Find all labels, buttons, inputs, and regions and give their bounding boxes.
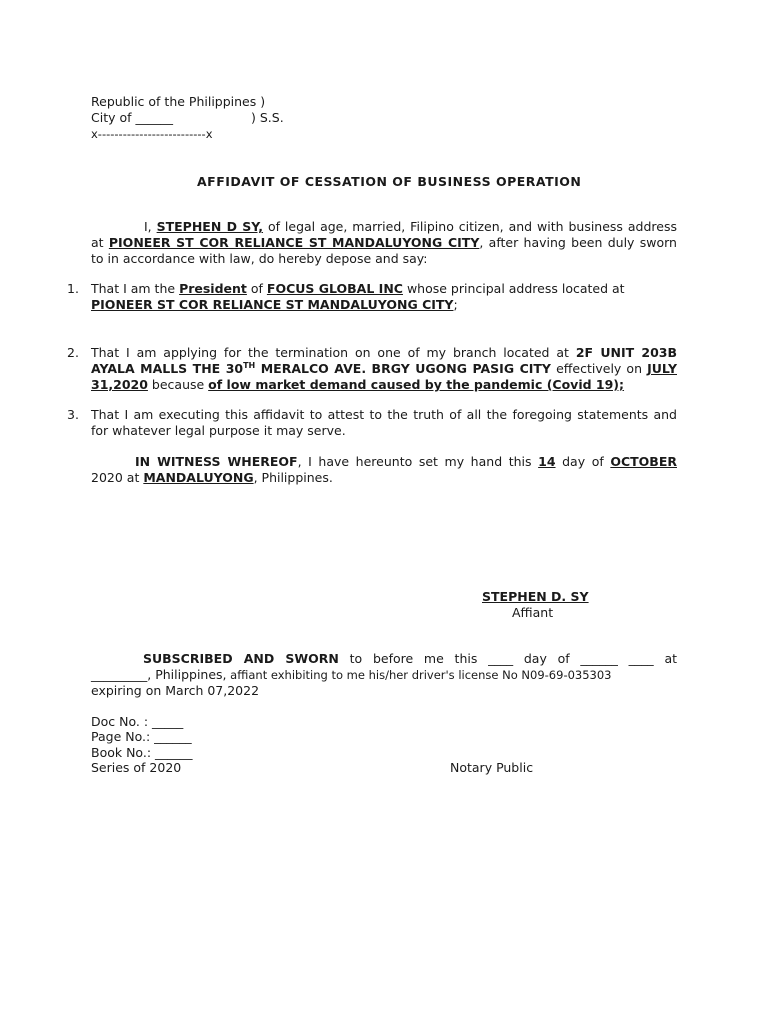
branch-address-3: MERALCO AVE. BRGY UGONG PASIG CITY — [255, 361, 551, 376]
item-2-number: 2. — [67, 345, 79, 360]
witness-text-c: 2020 at — [91, 470, 144, 485]
license-text: affiant exhibiting to me his/her driver's license No N09-69-035303 — [226, 668, 612, 682]
ss-label: ) S.S. — [251, 110, 284, 125]
intro-line-2 — [91, 235, 677, 251]
witness-day: 14 — [538, 454, 556, 469]
item-2-line-2 — [91, 361, 677, 377]
item-1-line-1 — [91, 281, 677, 297]
item-3-line-2: for whatever legal purpose it may serve. — [91, 423, 346, 438]
item-2-text-a: That I am applying for the termination on one of my branch located at — [91, 345, 576, 360]
jurat-lead: SUBSCRIBED AND SWORN — [143, 651, 339, 666]
witness-text-b: day of — [555, 454, 611, 469]
witness-place: MANDALUYONG — [143, 470, 254, 485]
signatory-name: STEPHEN D. SY — [482, 589, 589, 604]
jurat-line-3: expiring on March 07,2022 — [91, 683, 260, 698]
witness-text-d: , Philippines. — [253, 470, 333, 485]
item-1 — [91, 281, 677, 313]
item-2-line-3 — [91, 377, 677, 393]
branch-address-2: AYALA MALLS THE 30 — [91, 361, 244, 376]
item-1-text-a: That I am the — [91, 281, 180, 296]
witness-paragraph — [91, 454, 677, 486]
item-1-text-d: ; — [453, 297, 458, 312]
item-1-text-b: of — [246, 281, 267, 296]
series-year: Series of 2020 — [91, 760, 182, 775]
intro-paragraph — [91, 219, 677, 267]
intro-at: at — [91, 235, 109, 250]
item-3 — [91, 407, 677, 439]
intro-pronoun: I, — [144, 219, 157, 234]
item-2-text-b: effectively on — [551, 361, 648, 376]
intro-line-1 — [91, 219, 677, 235]
doc-number: Doc No. : _____ — [91, 714, 184, 729]
notary-public-label: Notary Public — [450, 760, 534, 775]
jurat-paragraph — [91, 651, 677, 699]
effective-date: 31,2020 — [91, 377, 148, 392]
witness-lead: IN WITNESS WHEREOF — [135, 454, 298, 469]
jurat-text-b: _________, Philippines, — [91, 667, 227, 682]
header-divider: x--------------------------x — [91, 127, 213, 141]
document-title: AFFIDAVIT OF CESSATION OF BUSINESS OPERATION — [197, 174, 582, 189]
item-1-line-2 — [91, 297, 677, 313]
item-3-number: 3. — [67, 407, 79, 422]
business-address: PIONEER ST COR RELIANCE ST MANDALUYONG CITY — [108, 235, 480, 250]
intro-text-2: , after having been duly sworn — [479, 235, 677, 250]
position-title: President — [179, 281, 247, 296]
witness-month: OCTOBER — [610, 454, 677, 469]
intro-text-3: to in accordance with law, do hereby depose and say: — [91, 251, 428, 266]
company-name: FOCUS GLOBAL INC — [266, 281, 403, 296]
affiant-name: STEPHEN D SY, — [156, 219, 264, 234]
item-2 — [91, 345, 677, 393]
witness-line-2 — [91, 470, 677, 486]
page-number: Page No.: ______ — [91, 729, 192, 744]
branch-address-1: 2F UNIT 203B — [575, 345, 678, 360]
book-number: Book No.: ______ — [91, 745, 193, 760]
termination-reason: of low market demand caused by the pandemic (Covid 19); — [208, 377, 625, 392]
city-line: City of ______ — [91, 110, 173, 125]
item-1-number: 1. — [67, 281, 79, 296]
witness-line-1 — [91, 454, 677, 470]
jurat-line-1 — [91, 651, 677, 667]
intro-text-1: of legal age, married, Filipino citizen, and with business address — [263, 219, 677, 234]
ordinal-suffix: TH — [243, 360, 256, 370]
item-2-text-c: because — [147, 377, 209, 392]
jurat-text-a: to before me this ____ day of ______ ____ at — [338, 651, 678, 666]
witness-text-a: , I have hereunto set my hand this — [297, 454, 539, 469]
jurat-line-2 — [91, 667, 677, 683]
signatory-role: Affiant — [512, 605, 554, 620]
principal-address: PIONEER ST COR RELIANCE ST MANDALUYONG CITY — [91, 297, 454, 312]
item-2-line-1 — [91, 345, 677, 361]
republic-line: Republic of the Philippines ) — [91, 94, 266, 109]
item-1-text-c: whose principal address located at — [402, 281, 625, 296]
item-3-line-1: That I am executing this affidavit to attest to the truth of all the foregoing statements and — [91, 407, 677, 422]
effective-month: JULY — [647, 361, 677, 376]
